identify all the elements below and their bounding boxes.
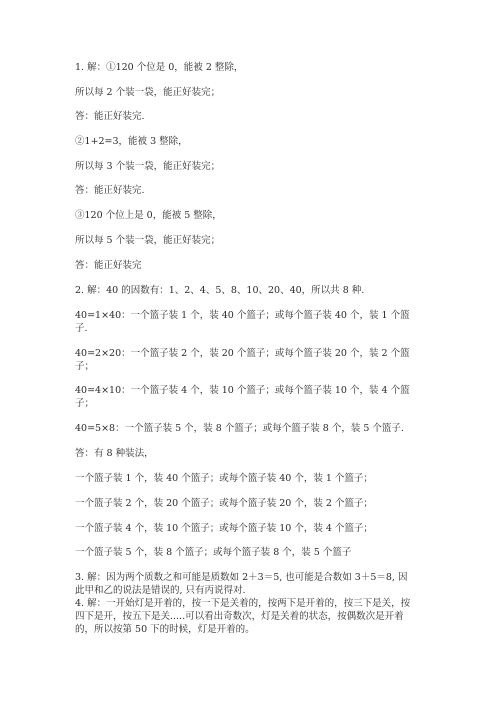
q2-factor-line: 40=4×10：一个篮子装 4 个，装 10 个篮子；或每个篮子装 10 个，装 4 个篮子；: [75, 385, 410, 409]
q3-solution-paragraph: 3. 解：因为两个质数之和可能是质数如 2＋3＝5, 也可能是合数如 3＋5＝8, 因此甲和乙的说法是错误的, 只有丙说得对.: [75, 572, 408, 596]
q1-answer-line: 答：能正好装完.: [75, 111, 145, 122]
q2-method-line: 一个篮子装 5 个，装 8 个篮子；或每个篮子装 8 个，装 5 个篮子: [75, 547, 352, 558]
q1-answer-line: 答：能正好装完: [75, 260, 142, 271]
q2-method-line: 一个篮子装 2 个，装 20 个篮子；或每个篮子装 20 个，装 2 个篮子；: [75, 498, 373, 509]
q1-explanation-line: 所以每 5 个装一袋，能正好装完；: [75, 235, 221, 246]
q2-factor-line: 40=2×20：一个篮子装 2 个，装 20 个篮子；或每个篮子装 20 个，装 2 个篮子；: [75, 348, 410, 372]
q1-part3-line: ③120 个位上是 0，能被 5 整除，: [75, 210, 222, 221]
q1-part2-line: ②1+2=3，能被 3 整除，: [75, 136, 188, 147]
q1-explanation-line: 所以每 2 个装一袋，能正好装完；: [75, 87, 221, 98]
q2-solution-line: 2. 解：40 的因数有：1、2、4、5、8、10、20、40，所以共 8 种.: [75, 285, 365, 296]
q2-factor-line: 40=1×40：一个篮子装 1 个，装 40 个篮子；或每个篮子装 40 个，装 1 个篮子.: [75, 310, 410, 334]
q2-factor-line: 40=5×8：一个篮子装 5 个，装 8 个篮子；或每个篮子装 8 个，装 5 个篮子.: [75, 423, 404, 434]
q1-solution-line: 1. 解：①120 个位是 0，能被 2 整除，: [75, 62, 244, 73]
q4-solution-paragraph: 4. 解：一开始灯是开着的，按一下是关着的，按两下是开着的，按三下是关，按四下是开，按五下是关.....可以看出奇数次，灯是关着的状态，按偶数次是开着的，所以按第 50 下的时候，灯是开着的。: [75, 598, 411, 635]
q2-answer-line: 答：有 8 种装法，: [75, 448, 154, 459]
q1-answer-line: 答：能正好装完.: [75, 185, 145, 196]
q1-explanation-line: 所以每 3 个装一袋，能正好装完；: [75, 161, 221, 172]
q2-method-line: 一个篮子装 1 个，装 40 个篮子；或每个篮子装 40 个，装 1 个篮子；: [75, 473, 373, 484]
q2-method-line: 一个篮子装 4 个，装 10 个篮子；或每个篮子装 10 个，装 4 个篮子；: [75, 523, 373, 534]
